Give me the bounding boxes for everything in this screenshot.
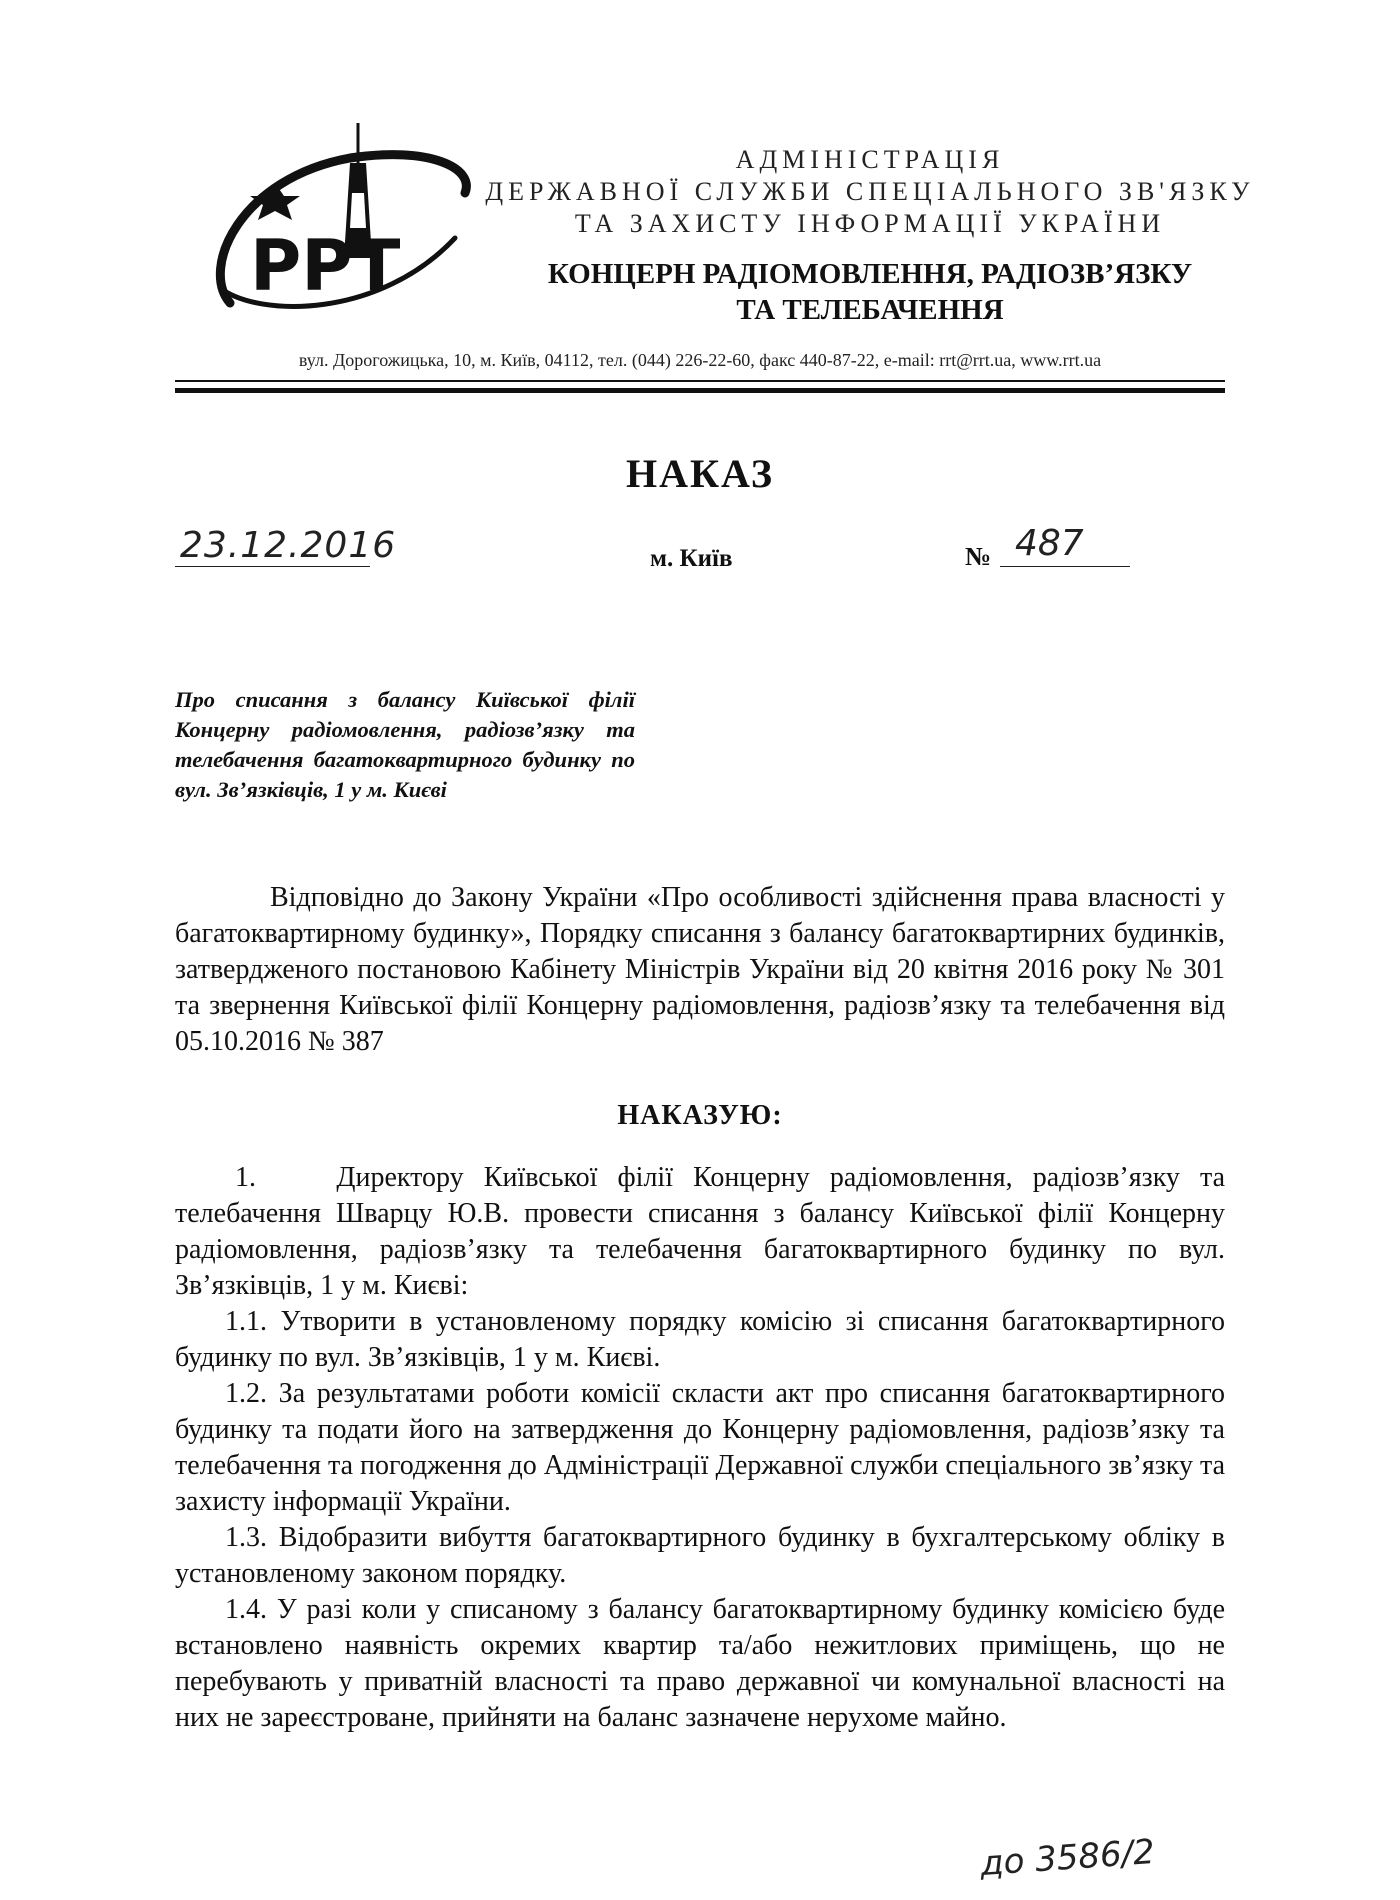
item-text: Директору Київської філії Концерну радіомовлення, радіозв’язку та телебачення Шварцу Ю.В. провести списання з балансу Київської філії Концерну радіомовлення, радіозв’язку та телебачення багатоквартирного будинку по вул. Зв’язківців, 1 у м. Києві: [175,1162,1226,1301]
rrt-logo [200,118,480,318]
order-item [175,1520,1225,1592]
preamble [175,880,1225,1060]
order-items [175,1160,1225,1736]
order-subject: Про списання з балансу Київської філії Концерну радіомовлення, радіозв’язку та телебачення багатоквартирного будинку по вул. Зв’язківців, 1 у м. Києві [175,687,635,802]
directive-heading: НАКАЗУЮ: [617,1100,783,1131]
item-text: Відобразити вибуття багатоквартирного будинку в бухгалтерському обліку в установленому законом порядку. [175,1522,1225,1589]
order-item [175,1592,1225,1736]
concern-name-line-2: ТА ТЕЛЕБАЧЕННЯ [736,294,1004,326]
item-number: 1.1. [225,1306,267,1337]
item-number: 1.2. [225,1378,267,1409]
item-number: 1. [235,1162,256,1193]
admin-line-3: ТА ЗАХИСТУ ІНФОРМАЦІЇ УКРАЇНИ [574,209,1166,238]
header-divider-thick [175,388,1225,393]
contact-line: вул. Дорогожицька, 10, м. Київ, 04112, тел. (044) 226-22-60, факс 440-87-22, e-mail: rrt@rrt.ua, www.rrt.ua [298,350,1102,370]
order-item [175,1160,1225,1304]
item-text: Утворити в установленому порядку комісію зі списання багатоквартирного будинку по вул. Зв’язківців, 1 у м. Києві. [175,1306,1226,1373]
preamble-text: Відповідно до Закону України «Про особливості здійснення права власності у багатоквартирному будинку», Порядку списання з балансу багатоквартирних будинків, затвердженого постановою Кабінету Міністрів України від 20 квітня 2016 року № 301 та звернення Київської філії Концерну радіомовлення, радіозв’язку та телебачення від 05.10.2016 № 387 [175,882,1225,1057]
item-number: 1.4. [225,1594,267,1625]
concern-name-line-1: КОНЦЕРН РАДІОМОВЛЕННЯ, РАДІОЗВ’ЯЗКУ [547,258,1193,290]
order-number: 487 [1015,523,1084,564]
document-title: НАКАЗ [625,451,774,496]
number-sign: № [965,542,992,571]
header-divider-thin [175,380,1225,382]
order-item [175,1376,1225,1520]
item-number: 1.3. [225,1522,267,1553]
order-item [175,1304,1225,1376]
admin-line-1: АДМІНІСТРАЦІЯ [735,145,1005,174]
order-city: м. Київ [650,545,733,572]
item-text: За результатами роботи комісії скласти акт про списання багатоквартирного будинку та подати його на затвердження до Концерну радіомовлення, радіозв’язку та телебачення та погодження до Адміністрації Державної служби спеціального зв’язку та захисту інформації України. [175,1378,1225,1517]
item-text: У разі коли у списаному з балансу багатоквартирному будинку комісією буде встановлено наявність окремих квартир та/або нежитлових приміщень, що не перебувають у приватній власності та право державної чи комунальної власності на них не зареєстроване, прийняти на баланс зазначене нерухоме майно. [175,1594,1225,1733]
logo-text: РРТ [250,225,401,307]
date-underline [175,566,370,567]
handwritten-registration-note: до 3586/2 [978,1831,1156,1885]
admin-line-2: ДЕРЖАВНОЇ СЛУЖБИ СПЕЦІАЛЬНОГО ЗВ'ЯЗКУ [485,177,1255,206]
number-underline [1000,566,1130,567]
order-date: 23.12.2016 [180,525,397,566]
